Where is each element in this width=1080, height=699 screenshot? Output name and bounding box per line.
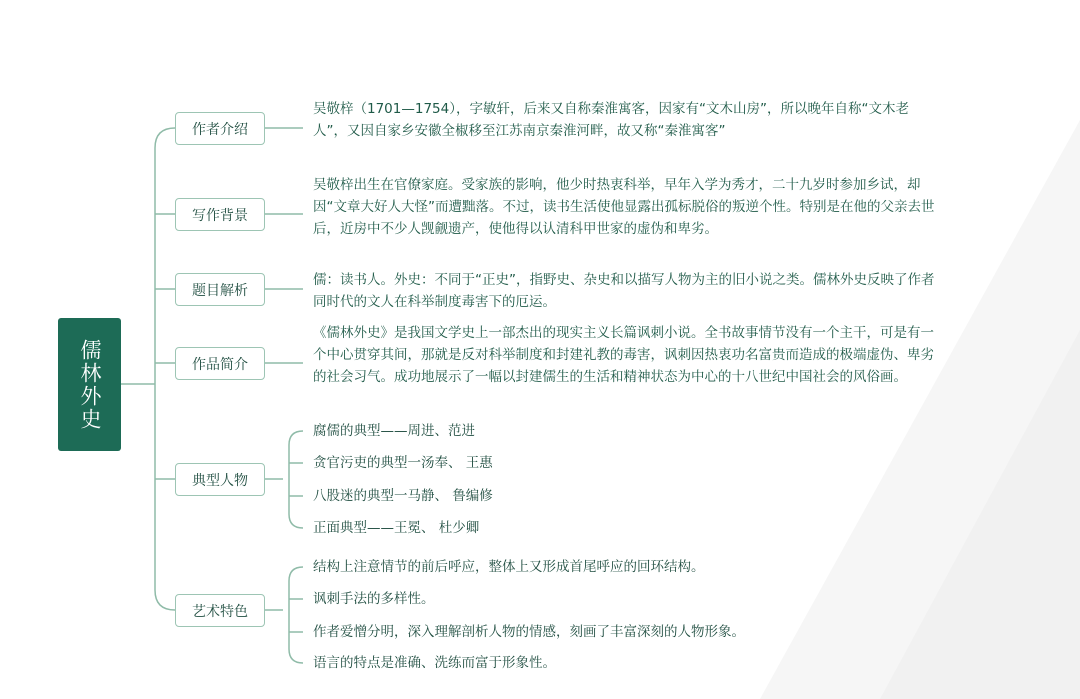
branch-label: 艺术特色 [192,603,248,620]
branch-artistic-features [175,594,265,627]
branch-label: 作品简介 [192,356,248,373]
character-item: 腐儒的典型——周进、范进 [313,423,475,439]
feature-item: 讽刺手法的多样性。 [313,591,435,607]
feature-item: 语言的特点是准确、洗练而富于形象性。 [313,655,556,671]
branch-work-summary [175,347,265,380]
title-analysis-text: 儒：读书人。外史：不同于“正史”，指野史、杂史和以描写人物为主的旧小说之类。儒林外史反映了作者同时代的文人在科举制度毒害下的厄运。 [313,272,935,310]
branch-author-intro [175,112,265,145]
work-summary-text: 《儒林外史》是我国文学史上一部杰出的现实主义长篇讽刺小说。全书故事情节没有一个主干，可是有一个中心贯穿其间，那就是反对科举制度和封建礼教的毒害，讽刺因热衷功名富贵而造成的极端虚伪、卑劣的社会习气。成功地展示了一幅以封建儒生的生活和精神状态为中心的十八世纪中国社会的风俗画。 [313,325,934,385]
branch-label: 写作背景 [192,207,248,224]
branch-title-analysis [175,273,265,306]
feature-item: 结构上注意情节的前后呼应，整体上又形成首尾呼应的回环结构。 [313,559,705,575]
branch-writing-background [175,198,265,231]
root-node [58,318,121,451]
branch-label: 题目解析 [192,282,248,299]
writing-background-text: 吴敬梓出生在官僚家庭。受家族的影响，他少时热衷科举，早年入学为秀才，二十九岁时参加乡试，却因“文章大好人大怪”而遭黜落。不过，读书生活使他显露出孤标脱俗的叛逆个性。特别是在他的父亲去世后，近房中不少人觊觎遗产，使他得以认清科甲世家的虚伪和卑劣。 [313,177,935,237]
branch-label: 作者介绍 [192,121,248,138]
root-title: 儒林外史 [78,338,102,431]
branch-label: 典型人物 [192,472,248,489]
character-item: 贪官污吏的典型一汤奉、 王惠 [313,455,493,471]
branch-typical-characters [175,463,265,496]
feature-item: 作者爱憎分明，深入理解剖析人物的情感，刻画了丰富深刻的人物形象。 [313,624,745,640]
character-item: 正面典型——王冕、 杜少卿 [313,520,480,536]
character-item: 八股迷的典型一马静、 鲁编修 [313,488,493,504]
author-intro-text: 吴敬梓（1701—1754），字敏轩，后来又自称秦淮寓客，因家有“文木山房”，所以晚年自称“文木老人”，又因自家乡安徽全椒移至江苏南京秦淮河畔，故又称“秦淮寓客” [313,101,909,139]
